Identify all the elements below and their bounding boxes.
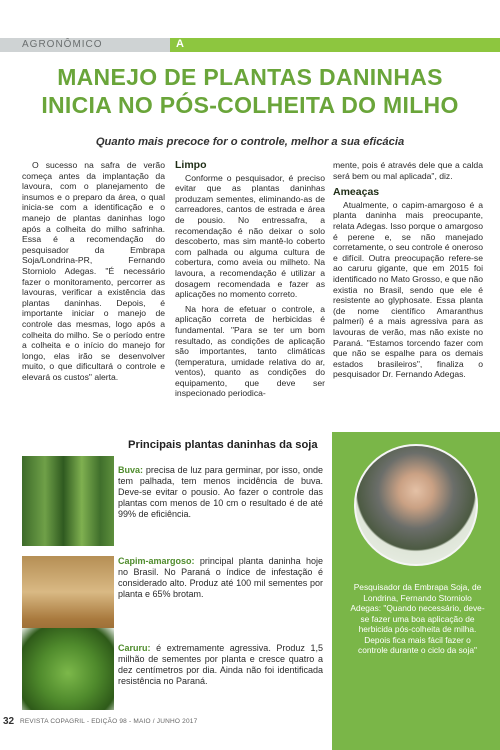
- section-label: AGRONÔMICO: [22, 39, 103, 50]
- capim-amargoso-text: principal planta daninha hoje no Brasil. No Paraná o índice de infestação é considerado alto. Produz até 100 mil sementes por planta e 65% brotam.: [118, 556, 323, 599]
- buva-description: [118, 465, 323, 520]
- heading-limpo: Limpo: [175, 159, 207, 171]
- article-title-line-1: MANEJO DE PLANTAS DANINHAS: [57, 64, 443, 90]
- caruru-description: [118, 643, 323, 687]
- researcher-portrait: [354, 444, 478, 566]
- intro-paragraph: O sucesso na safra de verão começa antes da implantação da lavoura, com o planejamento de insumos e o preparo da área, o qual inicia-se com a identificação e o manejo de plantas daninhas logo após a colheita do milho safrinha. Essa é a recomendação do pesquisador da Embrapa Soja/Londrina-PR, Fernando Storniolo Adegas. "É necessário fazer o monitoramento, percorrer as lavouras, verificar a existência das plantas daninhas. Depois, é importante iniciar o manejo de controle das mesmas, logo após a colheita do milho. Se o período entre a colheita e o início do manejo for longo, elas irão se desenvolver muito, o que dificultará o controle e elevará os custos" alerta.: [22, 160, 165, 382]
- publication-info: REVISTA COPAGRIL - EDIÇÃO 98 - MAIO / JUNHO 2017: [20, 718, 198, 725]
- ameacas-paragraph: Atualmente, o capim-amargoso é a planta daninha mais preocupante, relata Adegas. Isso porque o amargoso é perene e, se não manejado corretamente, o seu controle é oneroso e difícil. Outra preocupação refere-se ao caruru gigante, que em 2015 foi identificado no Mato Grosso, e que não existia no Brasil, sendo que ele é resistente ao glyphosate. Essa planta (de nome científico Amaranthus palmeri) é a mais agressiva para as lavouras de verão, mas não existe no Paraná. "Estamos torcendo fazer com que não se espalhe para os demais estados brasileiros", finaliza o pesquisador Dr. Fernando Adegas.: [333, 199, 484, 380]
- capim-amargoso-description: [118, 556, 323, 600]
- limpo-paragraph-2: Na hora de efetuar o controle, a aplicação correta de herbicidas é fundamental. "Para se ter um bom resultado, as condições de aplicação são importantes, tanto climáticas (temperatura, umidade relativa do ar, ventos), quanto as condições do equipamento, que deve ser inspecionado periodica-: [175, 303, 325, 399]
- heading-ameacas: Ameaças: [333, 186, 380, 199]
- limpo-paragraph-1: Conforme o pesquisador, é preciso evitar que as plantas daninhas produzam sementes, eliminando-as de carreadores, cantos de estrada e área de pousio. No entressafra, a recomendação é não deixar o solo descoberto, mas sim mantê-lo coberto com palhada ou alguma cultura de cobertura, como aveia ou milheto. Na lavoura, a recomendação é utilizar a dosagem recomendada e fazer as aplicações no momento correto.: [175, 172, 325, 300]
- continued-paragraph: mente, pois é através dele que a calda será bem ou mal aplicada", diz.: [333, 160, 483, 181]
- section-label-box: [0, 38, 170, 52]
- capim-amargoso-name: Capim-amargoso:: [118, 556, 195, 566]
- portrait-caption: Pesquisador da Embrapa Soja, de Londrina, Fernando Storniolo Adegas: "Quando necessário, deve-se fazer uma boa aplicação de herbicida pós-colheita de milha. Depois fica mais fácil fazer o controle durante o ciclo da soja": [350, 582, 485, 655]
- buva-text: precisa de luz para germinar, por isso, onde tem palhada, tem menos incidência de buva. Deve-se evitar o pousio. Ao fazer o controle das plantas com menos de 10 cm o resultado é de até 99% de eficiência.: [118, 465, 323, 519]
- page-footer: [0, 716, 332, 750]
- caruru-name: Caruru:: [118, 643, 151, 653]
- section-header-bar: [0, 38, 500, 52]
- article-subtitle: Quanto mais precoce for o controle, melhor a sua eficácia: [95, 136, 405, 148]
- text-column-1: [22, 160, 165, 382]
- article-title-line-2: INICIA NO PÓS-COLHEITA DO MILHO: [41, 92, 459, 118]
- caruru-photo: [22, 628, 114, 710]
- researcher-sidebar: [332, 432, 500, 750]
- plants-box-title: Principais plantas daninhas da soja: [128, 439, 318, 451]
- page-number: 32: [3, 716, 15, 727]
- text-column-3: [333, 160, 483, 380]
- caruru-text: é extremamente agressiva. Produz 1,5 milhão de sementes por planta e cresce quatro a dez centímetros por dia. Ainda não foi identificada resistência no Paraná.: [118, 643, 323, 686]
- text-column-2: [175, 160, 325, 399]
- section-badge-box: [170, 38, 500, 52]
- buva-photo: [22, 456, 114, 546]
- section-badge: A: [176, 38, 184, 50]
- buva-name: Buva:: [118, 465, 144, 475]
